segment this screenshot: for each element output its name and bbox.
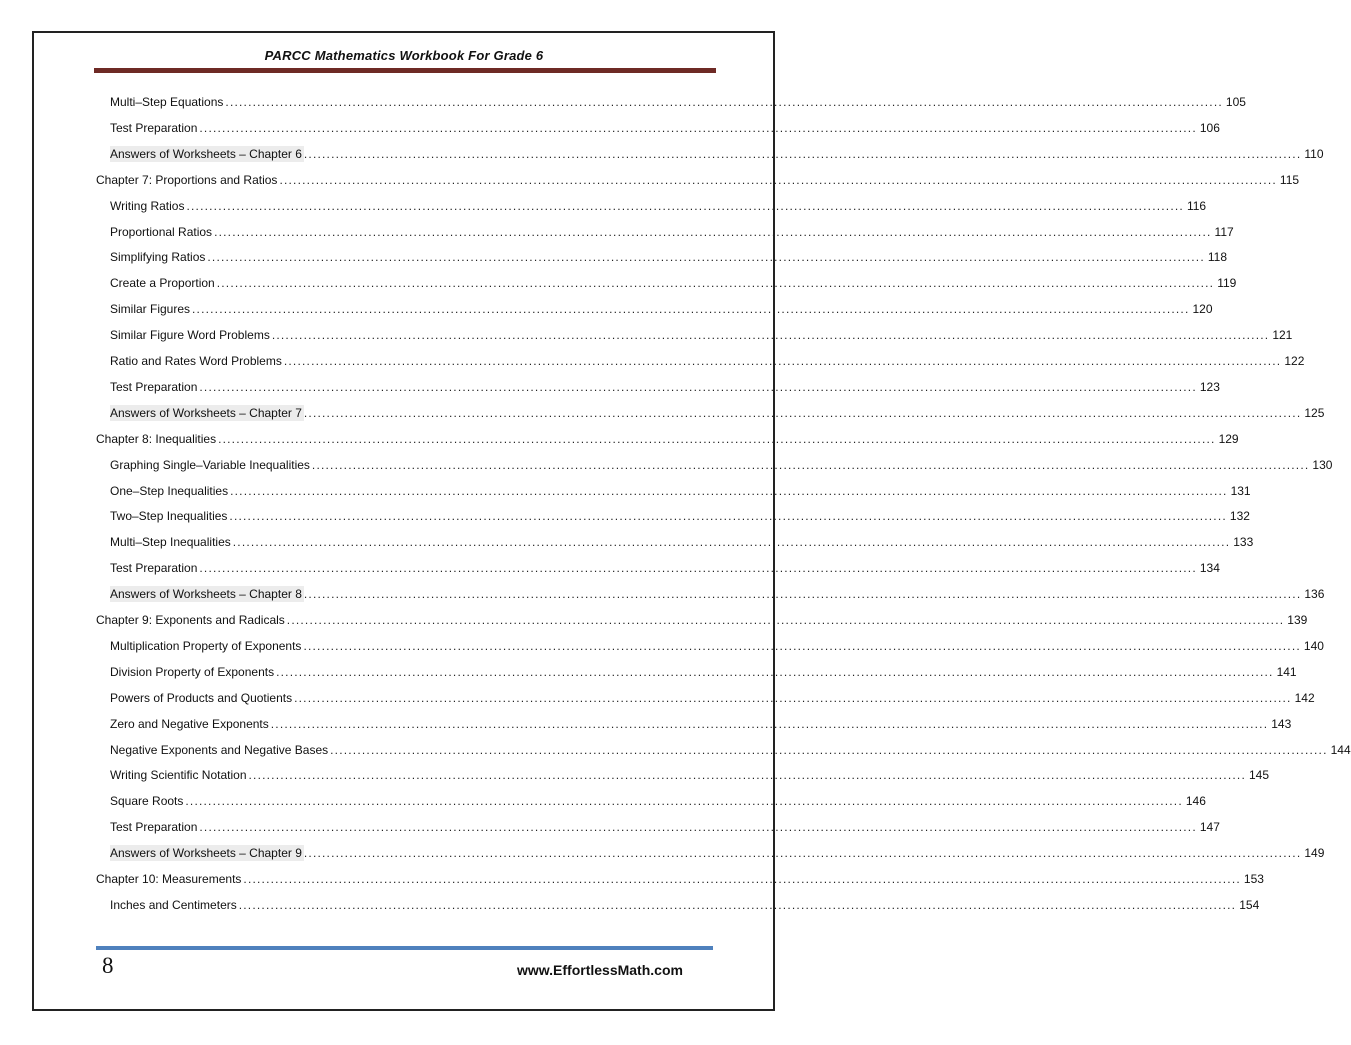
toc-dot-leader: ............................................................................................................................................................................................................................ <box>186 198 1184 213</box>
toc-dot-leader: ............................................................................................................................................................................................................................ <box>270 716 1269 731</box>
toc-entry-label: Inches and Centimeters <box>110 897 237 912</box>
toc-section-entry[interactable] <box>110 716 1292 732</box>
toc-entry-label: Answers of Worksheets – Chapter 7 <box>110 405 302 420</box>
toc-entry-page: 121 <box>1272 328 1293 343</box>
toc-entry-page: 110 <box>1304 146 1324 161</box>
running-header-title: PARCC Mathematics Workbook For Grade 6 <box>264 48 544 63</box>
toc-chapter-entry[interactable] <box>96 612 1308 628</box>
toc-entry-page: 115 <box>1279 172 1300 187</box>
toc-dot-leader: ............................................................................................................................................................................................................................ <box>214 224 1212 239</box>
toc-entry-label: Test Preparation <box>110 120 198 135</box>
toc-entry-label: Similar Figures <box>110 302 191 317</box>
toc-dot-leader: ............................................................................................................................................................................................................................ <box>199 561 1197 576</box>
toc-entry-page: 133 <box>1233 535 1254 550</box>
toc-section-entry[interactable] <box>110 327 1293 343</box>
toc-entry-label: Simplifying Ratios <box>110 250 206 265</box>
toc-dot-leader: ............................................................................................................................................................................................................................ <box>192 302 1190 317</box>
toc-dot-leader: ............................................................................................................................................................................................................................ <box>248 768 1246 783</box>
toc-section-entry[interactable] <box>110 819 1220 835</box>
toc-entry-page: 143 <box>1271 716 1292 731</box>
toc-section-entry[interactable] <box>110 379 1220 395</box>
toc-entry-label: Chapter 9: Exponents and Radicals <box>96 613 285 627</box>
toc-entry-label: Test Preparation <box>110 379 198 394</box>
toc-section-entry[interactable] <box>110 793 1206 809</box>
toc-section-entry[interactable] <box>110 638 1324 654</box>
header-rule <box>94 68 716 73</box>
toc-entry-page: 146 <box>1185 794 1206 809</box>
toc-entry-label: Similar Figure Word Problems <box>110 328 270 343</box>
toc-entry-page: 136 <box>1304 587 1325 602</box>
toc-section-entry[interactable] <box>110 94 1246 110</box>
toc-section-entry[interactable] <box>110 742 1351 758</box>
toc-entry-page: 144 <box>1330 742 1351 757</box>
footer-rule <box>96 946 713 950</box>
toc-entry-page: 139 <box>1287 613 1308 627</box>
toc-dot-leader: ............................................................................................................................................................................................................................ <box>271 328 1270 343</box>
toc-dot-leader: ............................................................................................................................................................................................................................ <box>279 172 1277 187</box>
toc-entry-label: Test Preparation <box>110 561 198 576</box>
toc-dot-leader: ............................................................................................................................................................................................................................ <box>232 535 1231 550</box>
toc-section-entry[interactable] <box>110 405 1325 421</box>
toc-section-entry[interactable] <box>110 560 1220 576</box>
toc-section-entry[interactable] <box>110 664 1297 680</box>
toc-dot-leader: ............................................................................................................................................................................................................................ <box>303 587 1302 602</box>
toc-section-entry[interactable] <box>110 353 1305 369</box>
toc-section-entry[interactable] <box>110 534 1254 550</box>
toc-dot-leader: ............................................................................................................................................................................................................................ <box>199 379 1197 394</box>
toc-dot-leader: ............................................................................................................................................................................................................................ <box>303 638 1301 653</box>
toc-entry-page: 106 <box>1199 120 1220 135</box>
toc-section-entry[interactable] <box>110 897 1260 913</box>
toc-section-entry[interactable] <box>110 483 1251 499</box>
toc-dot-leader: ............................................................................................................................................................................................................................ <box>225 95 1223 109</box>
toc-entry-page: 141 <box>1276 664 1297 679</box>
toc-entry-label: Multi–Step Inequalities <box>110 535 231 550</box>
toc-dot-leader: ............................................................................................................................................................................................................................ <box>311 457 1310 472</box>
toc-dot-leader: ............................................................................................................................................................................................................................ <box>286 613 1285 627</box>
toc-entry-label: Writing Ratios <box>110 198 185 213</box>
toc-entry-page: 142 <box>1294 690 1315 705</box>
toc-entry-label: Multiplication Property of Exponents <box>110 638 302 653</box>
toc-dot-leader: ............................................................................................................................................................................................................................ <box>218 431 1216 446</box>
toc-entry-label: Answers of Worksheets – Chapter 9 <box>110 846 302 861</box>
toc-section-entry[interactable] <box>110 767 1270 783</box>
toc-entry-label: Test Preparation <box>110 820 198 835</box>
toc-entry-label: Two–Step Inequalities <box>110 509 228 524</box>
toc-dot-leader: ............................................................................................................................................................................................................................ <box>207 250 1205 265</box>
toc-dot-leader: ............................................................................................................................................................................................................................ <box>303 405 1302 420</box>
toc-entry-label: Square Roots <box>110 794 184 809</box>
toc-entry-label: Negative Exponents and Negative Bases <box>110 742 329 757</box>
toc-entry-page: 132 <box>1229 509 1250 524</box>
toc-section-entry[interactable] <box>110 690 1315 706</box>
toc-section-entry[interactable] <box>110 224 1234 240</box>
toc-dot-leader: ............................................................................................................................................................................................................................ <box>199 120 1197 135</box>
toc-entry-page: 116 <box>1186 198 1207 213</box>
toc-section-entry[interactable] <box>110 457 1333 473</box>
toc-dot-leader: ............................................................................................................................................................................................................................ <box>238 897 1237 912</box>
toc-dot-leader: ............................................................................................................................................................................................................................ <box>216 276 1215 291</box>
toc-entry-page: 119 <box>1217 276 1237 291</box>
toc-dot-leader: ............................................................................................................................................................................................................................ <box>199 820 1197 835</box>
toc-entry-label: One–Step Inequalities <box>110 483 229 498</box>
toc-entry-page: 134 <box>1199 561 1220 576</box>
toc-entry-page: 105 <box>1225 95 1246 109</box>
toc-entry-page: 123 <box>1199 379 1220 394</box>
toc-entry-label: Graphing Single–Variable Inequalities <box>110 457 310 472</box>
toc-entry-label: Powers of Products and Quotients <box>110 690 293 705</box>
toc-entry-label: Chapter 7: Proportions and Ratios <box>96 172 278 187</box>
toc-entry-page: 117 <box>1214 224 1234 239</box>
toc-entry-page: 131 <box>1230 483 1251 498</box>
toc-dot-leader: ............................................................................................................................................................................................................................ <box>185 794 1183 809</box>
toc-entry-label: Chapter 8: Inequalities <box>96 431 217 446</box>
toc-entry-label: Answers of Worksheets – Chapter 8 <box>110 587 302 602</box>
toc-entry-label: Create a Proportion <box>110 276 215 291</box>
toc-chapter-entry[interactable] <box>96 172 1300 188</box>
toc-entry-page: 130 <box>1312 457 1333 472</box>
toc-entry-label: Chapter 10: Measurements <box>96 872 242 886</box>
toc-entry-page: 154 <box>1239 897 1260 912</box>
toc-dot-leader: ............................................................................................................................................................................................................................ <box>283 354 1282 368</box>
toc-section-entry[interactable] <box>110 120 1220 136</box>
toc-section-entry[interactable] <box>110 275 1237 291</box>
toc-entry-label: Division Property of Exponents <box>110 664 275 679</box>
toc-entry-label: Answers of Worksheets – Chapter 6 <box>110 146 302 161</box>
website-link[interactable]: www.EffortlessMath.com <box>517 962 683 978</box>
toc-section-entry[interactable] <box>110 301 1213 317</box>
toc-entry-label: Writing Scientific Notation <box>110 768 247 783</box>
toc-entry-page: 149 <box>1304 846 1325 861</box>
toc-section-entry[interactable] <box>110 198 1207 214</box>
toc-chapter-entry[interactable] <box>96 431 1239 447</box>
toc-entry-page: 147 <box>1199 820 1220 835</box>
toc-dot-leader: ............................................................................................................................................................................................................................ <box>330 742 1328 757</box>
toc-entry-page: 118 <box>1207 250 1227 265</box>
toc-section-entry[interactable] <box>110 249 1227 265</box>
toc-section-entry[interactable] <box>110 508 1250 524</box>
toc-dot-leader: ............................................................................................................................................................................................................................ <box>243 872 1241 886</box>
toc-dot-leader: ............................................................................................................................................................................................................................ <box>294 690 1292 705</box>
toc-entry-label: Ratio and Rates Word Problems <box>110 354 282 368</box>
toc-section-entry[interactable] <box>110 586 1325 602</box>
toc-entry-page: 120 <box>1192 302 1213 317</box>
toc-entry-page: 122 <box>1284 354 1305 368</box>
toc-entry-label: Proportional Ratios <box>110 224 213 239</box>
toc-entry-page: 140 <box>1303 638 1324 653</box>
toc-section-entry[interactable] <box>110 845 1325 861</box>
toc-dot-leader: ............................................................................................................................................................................................................................ <box>303 146 1302 161</box>
toc-entry-page: 129 <box>1218 431 1239 446</box>
toc-entry-label: Multi–Step Equations <box>110 95 224 109</box>
toc-dot-leader: ............................................................................................................................................................................................................................ <box>230 483 1228 498</box>
page-number: 8 <box>102 953 114 978</box>
toc-entry-label: Zero and Negative Exponents <box>110 716 269 731</box>
toc-section-entry[interactable] <box>110 146 1324 162</box>
toc-dot-leader: ............................................................................................................................................................................................................................ <box>276 664 1274 679</box>
toc-entry-page: 125 <box>1304 405 1325 420</box>
toc-dot-leader: ............................................................................................................................................................................................................................ <box>303 846 1302 861</box>
toc-entry-page: 153 <box>1243 872 1264 886</box>
toc-entry-page: 145 <box>1248 768 1270 783</box>
toc-chapter-entry[interactable] <box>96 871 1264 887</box>
toc-dot-leader: ............................................................................................................................................................................................................................ <box>229 509 1227 524</box>
